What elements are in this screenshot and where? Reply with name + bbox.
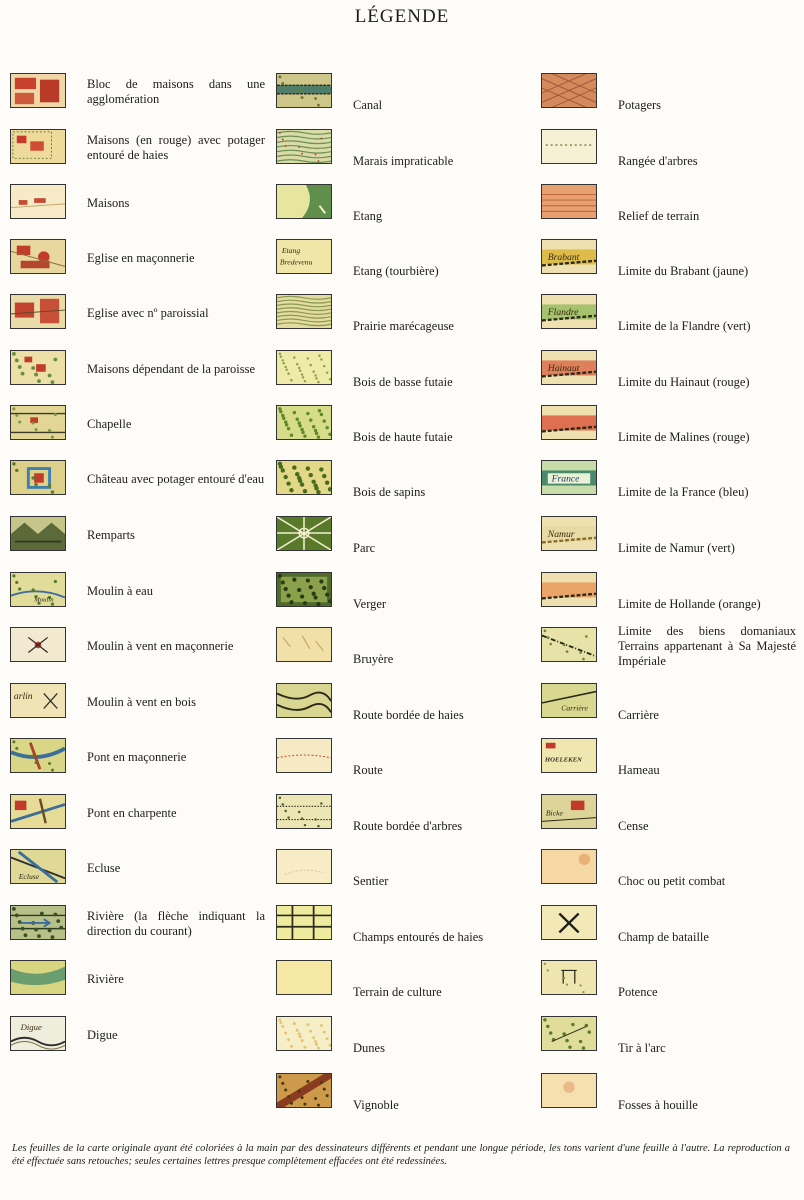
legend-item-label: Rivière — [87, 971, 124, 986]
legend-item — [10, 732, 270, 782]
legend-item-label: Cense — [618, 819, 649, 833]
parish-church-swatch — [10, 294, 66, 329]
legend-item — [10, 566, 270, 616]
houses-block-swatch — [10, 73, 66, 108]
chapel-swatch — [10, 405, 66, 440]
tree-row-swatch — [541, 129, 597, 164]
svg-text:Namur: Namur — [547, 529, 575, 540]
legend-item — [541, 123, 801, 173]
legend-item-label: Dunes — [353, 1041, 385, 1055]
legend-item-label: Champ de bataille — [618, 930, 709, 944]
hainaut-border-swatch — [541, 350, 597, 385]
legend-item — [10, 67, 270, 117]
houses-swatch — [10, 184, 66, 219]
stone-bridge-swatch — [10, 738, 66, 773]
archery-swatch — [541, 1016, 597, 1051]
brabant-border-swatch — [541, 239, 597, 274]
legend-item-label: Verger — [353, 597, 387, 611]
legend-item-label: Bloc de maisons dans une agglomération — [87, 77, 265, 106]
legend-item — [276, 67, 536, 117]
legend-item — [10, 954, 270, 1004]
legend-item — [10, 233, 270, 283]
legend-item — [10, 178, 270, 228]
svg-text:Bicke: Bicke — [545, 808, 563, 818]
flanders-border-swatch — [541, 294, 597, 329]
coal-pits-swatch — [541, 1073, 597, 1108]
stone-windmill-swatch — [10, 627, 66, 662]
legend-item — [541, 1067, 801, 1117]
legend-item-label: Etang (tourbière) — [353, 264, 439, 278]
svg-text:Bredevenu: Bredevenu — [279, 257, 313, 267]
legend-item — [276, 178, 536, 228]
legend-item — [10, 843, 270, 893]
legend-item-label: Moulin à vent en bois — [87, 694, 197, 709]
malines-border-swatch — [541, 405, 597, 440]
legend-item-label: Route — [353, 763, 383, 777]
svg-text:Etang: Etang — [281, 246, 301, 256]
legend-item — [541, 454, 801, 504]
legend-item — [541, 621, 801, 671]
river-swatch — [10, 960, 66, 995]
skirmish-swatch — [541, 849, 597, 884]
legend-item-label: Tir à l'arc — [618, 1041, 666, 1055]
legend-item — [541, 899, 801, 949]
legend-item-label: Limite de la Flandre (vert) — [618, 319, 751, 333]
marsh-swatch — [276, 129, 332, 164]
legend-item — [10, 1010, 270, 1060]
low-wood-swatch — [276, 350, 332, 385]
canal-swatch — [276, 73, 332, 108]
legend-item — [276, 621, 536, 671]
hedge-road-swatch — [276, 683, 332, 718]
legend-item-label: Limite de Malines (rouge) — [618, 430, 750, 444]
svg-text:Brabant: Brabant — [547, 252, 580, 263]
legend-item-label: Route bordée d'arbres — [353, 819, 463, 833]
legend-item-label: Hameau — [618, 763, 660, 777]
legend-item — [541, 566, 801, 616]
legend-item — [541, 677, 801, 727]
vegetable-garden-swatch — [541, 73, 597, 108]
legend-item-label: Pont en maçonnerie — [87, 749, 187, 764]
legend-item-label: Moulin à vent en maçonnerie — [87, 638, 234, 653]
park-swatch — [276, 516, 332, 551]
tree-road-swatch — [276, 794, 332, 829]
legend-item — [10, 677, 270, 727]
legend-item — [276, 843, 536, 893]
fir-wood-swatch — [276, 460, 332, 495]
pond-swatch — [276, 184, 332, 219]
legend-item-label: Bruyère — [353, 652, 394, 666]
svg-text:Carrière: Carrière — [561, 703, 588, 713]
legend-item — [541, 233, 801, 283]
legend-item — [541, 67, 801, 117]
legend-item-label: Bois de haute futaie — [353, 430, 453, 444]
legend-item-label: Château avec potager entouré d'eau — [87, 471, 265, 486]
legend-item-label: Choc ou petit combat — [618, 874, 726, 888]
church-swatch — [10, 239, 66, 274]
legend-item-label: Canal — [353, 98, 383, 112]
red-houses-swatch — [10, 129, 66, 164]
vineyard-swatch — [276, 1073, 332, 1108]
svg-text:Digue: Digue — [20, 1022, 42, 1033]
legend-item — [276, 732, 536, 782]
legend-item — [10, 344, 270, 394]
svg-text:France: France — [551, 474, 580, 485]
dike-swatch — [10, 1016, 66, 1051]
france-border-swatch — [541, 460, 597, 495]
imperial-estate-swatch — [541, 627, 597, 662]
legend-title: LÉGENDE — [354, 6, 450, 27]
timber-bridge-swatch — [10, 794, 66, 829]
orchard-swatch — [276, 572, 332, 607]
legend-item — [10, 899, 270, 949]
legend-item — [541, 954, 801, 1004]
legend-item-label: Sentier — [353, 874, 389, 888]
legend-item — [276, 344, 536, 394]
legend-item — [276, 510, 536, 560]
watermill-swatch — [10, 572, 66, 607]
legend-item — [276, 1067, 536, 1117]
legend-item-label: Potence — [618, 985, 658, 999]
legend-item — [276, 954, 536, 1004]
heath-swatch — [276, 627, 332, 662]
holland-border-swatch — [541, 572, 597, 607]
svg-text:Flandre: Flandre — [547, 307, 579, 318]
high-wood-swatch — [276, 405, 332, 440]
legend-item-label: Prairie marécageuse — [353, 319, 454, 333]
legend-item-label: Route bordée de haies — [353, 708, 464, 722]
legend-item-label: Parc — [353, 541, 376, 555]
legend-item — [541, 399, 801, 449]
legend-item-label: Rangée d'arbres — [618, 154, 698, 168]
footnote: Les feuilles de la carte originale ayant été coloriées à la main par des dessinateurs différents et pendant une longue période, les tons varient d'une feuille à l'autre. La reproduction a été effectuée sans retouches; seules certaines lettres presque complètement effacées ont été redessinées. — [12, 1143, 790, 1167]
legend-item-label: Limite de la France (bleu) — [618, 485, 749, 499]
legend-item-label: Digue — [87, 1027, 118, 1042]
castle-swatch — [10, 460, 66, 495]
legend-item — [276, 566, 536, 616]
legend-item-label: Limite des biens domaniaux Terrains appartenant à Sa Majesté Impériale — [618, 623, 796, 668]
legend-item-label: Pont en charpente — [87, 805, 177, 820]
path-swatch — [276, 849, 332, 884]
legend-item — [276, 899, 536, 949]
cropland-swatch — [276, 960, 332, 995]
wood-windmill-swatch — [10, 683, 66, 718]
road-swatch — [276, 738, 332, 773]
gallows-swatch — [541, 960, 597, 995]
parish-houses-swatch — [10, 350, 66, 385]
legend-item-label: Eglise avec nº paroissial — [87, 305, 209, 320]
legend-item — [276, 677, 536, 727]
legend-item — [10, 510, 270, 560]
peat-pond-swatch — [276, 239, 332, 274]
legend-item — [541, 732, 801, 782]
hamlet-swatch — [541, 738, 597, 773]
ramparts-swatch — [10, 516, 66, 551]
svg-text:Moulin: Moulin — [34, 596, 54, 604]
namur-border-swatch — [541, 516, 597, 551]
legend-item — [541, 288, 801, 338]
river-arrow-swatch — [10, 905, 66, 940]
farm-swatch — [541, 794, 597, 829]
legend-item-label: Chapelle — [87, 416, 132, 431]
legend-item-label: Fosses à houille — [618, 1098, 698, 1112]
legend-item — [276, 454, 536, 504]
legend-item — [541, 788, 801, 838]
legend-item — [541, 510, 801, 560]
legend-item-label: Rivière (la flèche indiquant la direction du courant) — [87, 909, 265, 938]
legend-item-label: Maisons (en rouge) avec potager entouré de haies — [87, 133, 265, 162]
legend-item-label: Limite de Namur (vert) — [618, 541, 735, 555]
legend-item — [10, 399, 270, 449]
legend-item — [10, 454, 270, 504]
dunes-swatch — [276, 1016, 332, 1051]
svg-text:arlin: arlin — [13, 692, 33, 703]
hedged-fields-swatch — [276, 905, 332, 940]
legend-item-label: Maisons dépendant de la paroisse — [87, 361, 256, 376]
legend-item-label: Eglise en maçonnerie — [87, 250, 195, 265]
legend-item — [541, 1010, 801, 1060]
legend-item — [276, 1010, 536, 1060]
relief-swatch — [541, 184, 597, 219]
legend-item-label: Limite de Hollande (orange) — [618, 597, 761, 611]
legend-item-label: Ecluse — [87, 860, 121, 875]
legend-item — [10, 288, 270, 338]
legend-item-label: Limite du Hainaut (rouge) — [618, 375, 750, 389]
legend-item-label: Bois de sapins — [353, 485, 426, 499]
svg-text:HOELEKEN: HOELEKEN — [544, 756, 582, 764]
legend-item-label: Marais impraticable — [353, 154, 454, 168]
legend-item — [541, 344, 801, 394]
legend-item — [276, 788, 536, 838]
legend-item-label: Carrière — [618, 708, 659, 722]
svg-text:Ecluse: Ecluse — [18, 872, 40, 882]
swamp-meadow-swatch — [276, 294, 332, 329]
legend-item-label: Remparts — [87, 527, 135, 542]
legend-item — [276, 233, 536, 283]
legend-item-label: Moulin à eau — [87, 583, 153, 598]
legend-item-label: Limite du Brabant (jaune) — [618, 264, 749, 278]
legend-item-label: Maisons — [87, 195, 130, 210]
legend-item — [10, 788, 270, 838]
legend-item-label: Vignoble — [353, 1098, 399, 1112]
legend-item — [276, 399, 536, 449]
legend-item — [10, 621, 270, 671]
lock-swatch — [10, 849, 66, 884]
legend-item — [10, 123, 270, 173]
legend-item-label: Relief de terrain — [618, 209, 700, 223]
legend-item-label: Potagers — [618, 98, 662, 112]
legend-item-label: Bois de basse futaie — [353, 375, 453, 389]
legend-item — [541, 178, 801, 228]
legend-item-label: Etang — [353, 209, 383, 223]
legend-item — [276, 288, 536, 338]
svg-text:Hainaut: Hainaut — [547, 363, 580, 374]
legend-item — [276, 123, 536, 173]
legend-item — [541, 843, 801, 893]
legend-item-label: Champs entourés de haies — [353, 930, 484, 944]
battlefield-swatch — [541, 905, 597, 940]
quarry-swatch — [541, 683, 597, 718]
legend-item-label: Terrain de culture — [353, 985, 442, 999]
